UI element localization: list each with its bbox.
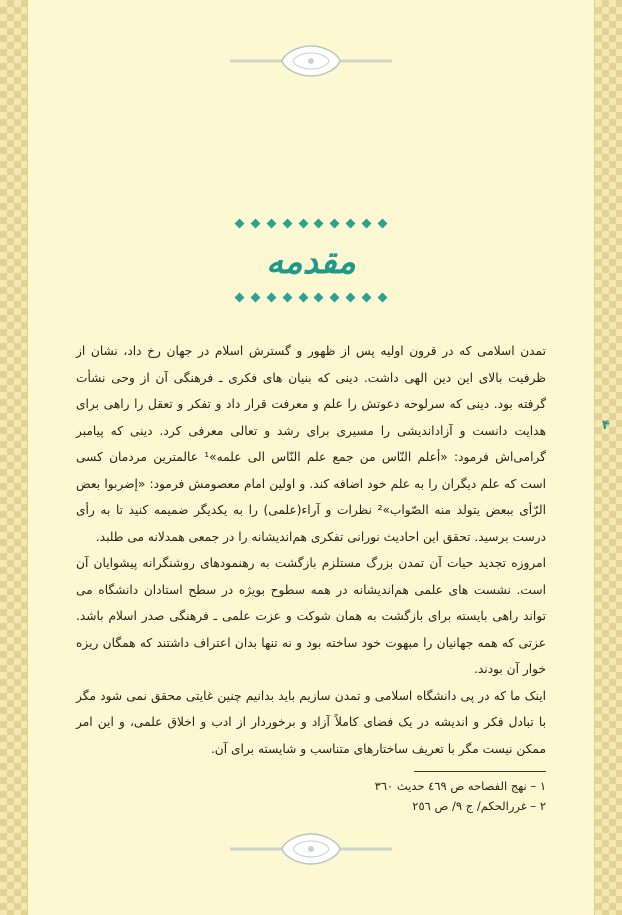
footnote: ۲ – غررالحکم/ ج ۹/ ص ۲٥٦ (412, 799, 546, 813)
footnote: ۱ – نهج الفصاحه ص ٤٦٩ حدیث ٣٦٠ (374, 779, 546, 793)
paragraph: اینک ما که در پی دانشگاه اسلامی و تمدن سازیم باید بدانیم چنین غایتی محقق نمی شود مگر با تبادل فکر و اندیشه در یک فضای کاملاً آزاد و برخوردار از ادب و اخلاق علمی، و این امر ممکن نیست مگر با تعریف ساختارهای متناسب و شایسته برای آن. (76, 688, 546, 756)
footnotes (300, 776, 546, 816)
decorative-border-right (595, 0, 622, 915)
title-diamonds-bottom (236, 292, 386, 304)
title-diamonds-top (236, 218, 386, 230)
footnote-divider (414, 771, 546, 772)
page-title: مقدمه (266, 242, 356, 282)
header-ornament (230, 44, 392, 78)
decorative-border-left (0, 0, 27, 915)
paragraph: امروزه تجدید حیات آن تمدن بزرگ مستلزم بازگشت به رهنمودهای روشنگرانه پیشوایان آن است. نشست های علمی هم‌اندیشانه در همه سطوح بویژه در سطح استادان دانشگاه می تواند راهی بایسته برای بازگشت به همان شوکت و عزت علمی ـ فرهنگی صدر اسلام باشد. عزتی که همه جهانیان را مبهوت خود ساخته بود و نه تنها بدان اعتراف داشتند که همگان ریزه خوار آن بودند. (76, 556, 546, 676)
page-number: ۴ (602, 418, 610, 433)
body-text (76, 338, 546, 762)
paragraph: تمدن اسلامی که در قرون اولیه پس از ظهور و گسترش اسلام در جهان رخ داد، نشان از ظرفیت بالای این دین الهی داشت. دینی که بنیان های فکری ـ فرهنگی آن از وحی نشأت گرفته بود. دینی که سرلوحه دعوتش را علم و معرفت قرار داد و تفکر و تعقل را راهی برای هدایت دانست و آزاداندیشی را مسیری برای رشد و تعالی معرفی کرد. دینی که پیامبر گرامی‌اش فرمود: «أعلم النّاس من جمع علم النّاس الی علمه»¹ عالمترین مردمان کسی است که علم دیگران را به علم خود اضافه کند. و اولین امام معصومش فرمود: «إضربوا بعض الرّأی ببعض یتولد منه الصّواب»² نظرات و آراء(علمی) را به یکدیگر ضمیمه کنید تا به رأی درست برسید. تحقق این احادیث نورانی تفکری هم‌اندیشانه را در جمعی همدلانه می طلبد. (76, 344, 547, 544)
footer-ornament (230, 832, 392, 866)
